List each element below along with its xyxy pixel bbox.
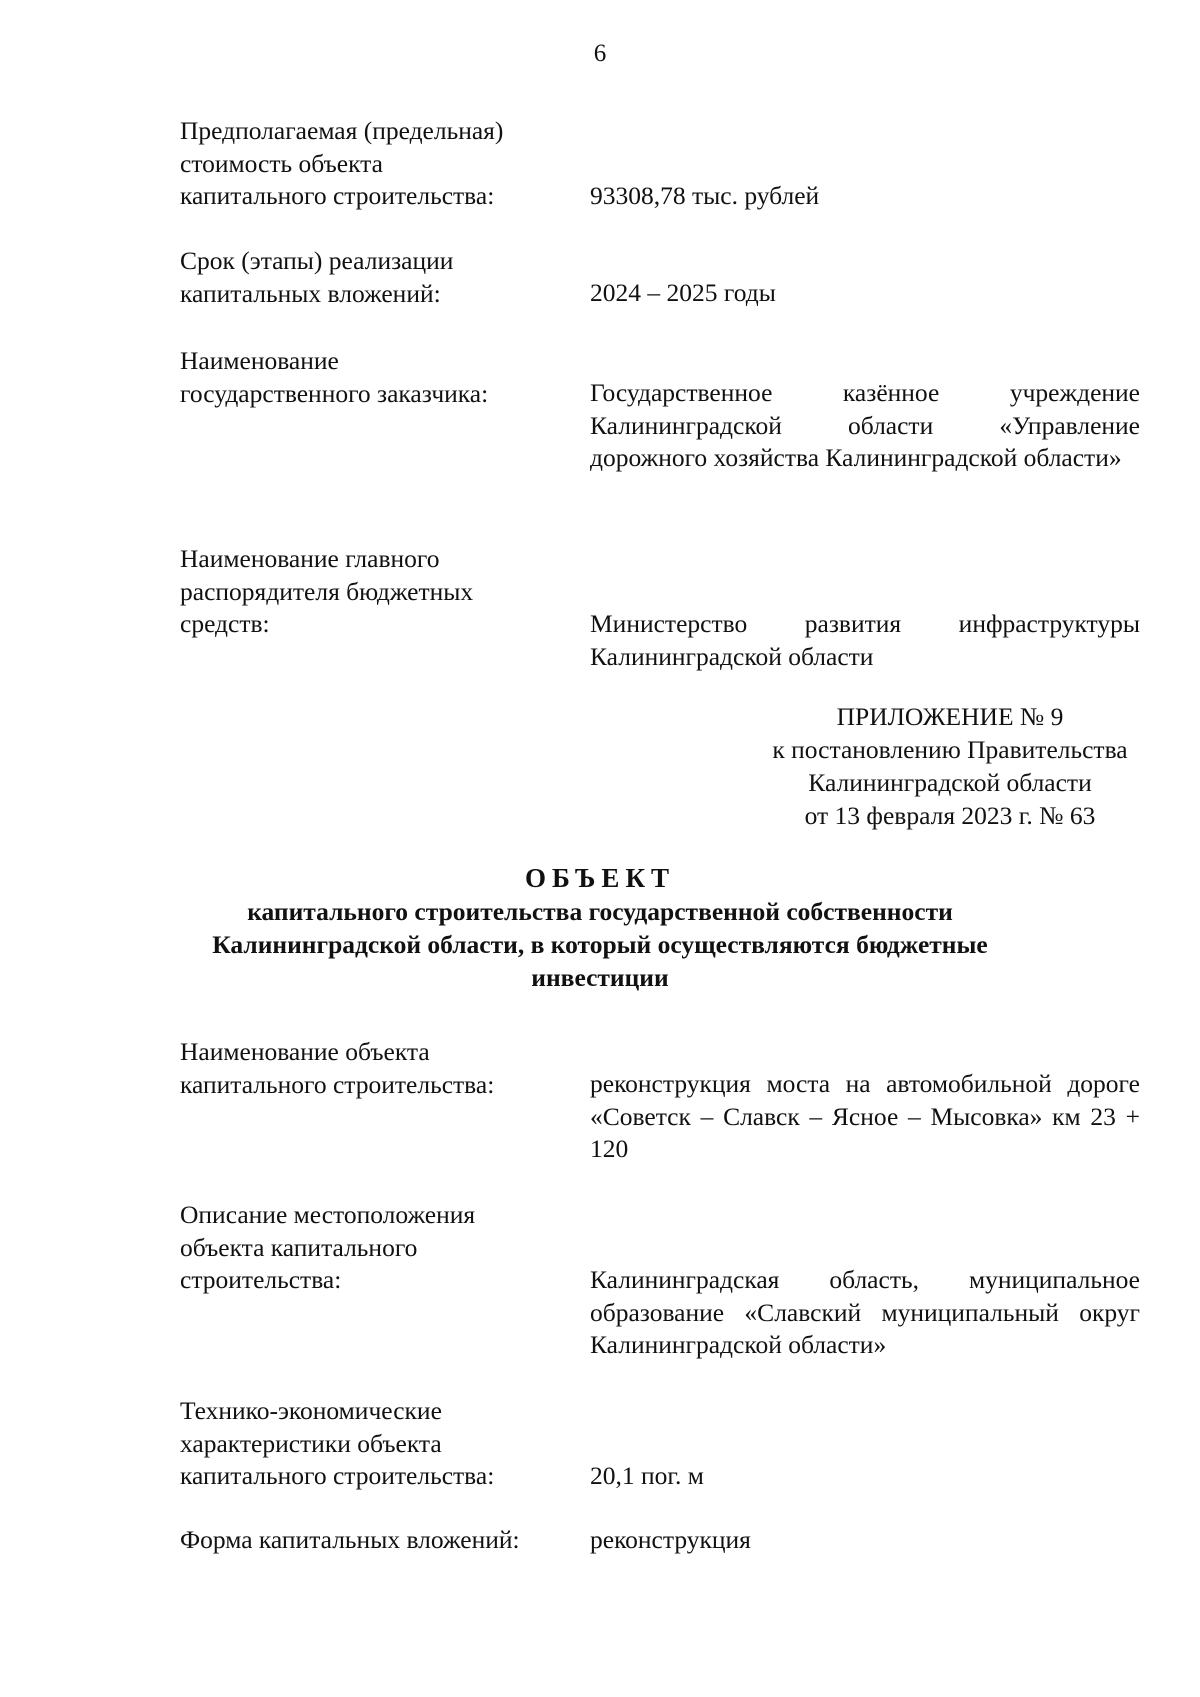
label-line: Форма капитальных вложений: (180, 1525, 520, 1554)
appendix-title: ПРИЛОЖЕНИЕ № 9 (836, 702, 1064, 731)
label-line: Предполагаемая (предельная) (180, 116, 504, 145)
label-line: государственного заказчика: (180, 378, 489, 408)
appendix-header (740, 700, 1160, 832)
appendix-line: от 13 февраля 2023 г. № 63 (804, 801, 1096, 830)
label-line: характеристики объекта (180, 1428, 442, 1458)
field-label (180, 543, 560, 641)
field-label (180, 1524, 560, 1557)
label-line: объекта капитального (180, 1232, 418, 1262)
field-value: реконструкция (590, 1525, 751, 1554)
field-label (180, 1199, 560, 1297)
label-line: капитального строительства: (180, 1069, 495, 1099)
field-value: Государственное казённое учреждение Калининградской области «Управление дорожного хозяйства Калининградской области» (590, 378, 1140, 472)
label-line: Срок (этапы) реализации (180, 246, 454, 275)
field-value: реконструкция моста на автомобильной дороге «Советск – Славск – Ясное – Мысовка» км 23 + 120 (590, 1069, 1140, 1163)
field-label (180, 245, 560, 310)
field-value: 93308,78 тыс. рублей (590, 181, 820, 210)
field-value: Министерство развития инфраструктуры Калининградской области (590, 609, 1140, 671)
label-line: Наименование (180, 346, 339, 375)
field-label (180, 1036, 560, 1101)
label-line: Описание местоположения (180, 1200, 476, 1229)
label-line: стоимость объекта (180, 148, 383, 178)
label-line: капитального строительства: (180, 1461, 495, 1490)
field-label (180, 345, 560, 410)
field-value: 2024 – 2025 годы (590, 278, 776, 307)
field-label (180, 115, 560, 213)
label-line: капитального строительства: (180, 181, 495, 210)
label-line: Наименование объекта (180, 1037, 430, 1066)
label-line: средств: (180, 609, 270, 638)
field-label (180, 1395, 560, 1493)
label-line: Технико-экономические (180, 1396, 442, 1425)
object-title (0, 862, 1200, 994)
object-subtitle: капитального строительства государственной собственности Калининградской области, в который осуществляются бюджетные инвестиции (212, 897, 988, 992)
appendix-line: к постановлению Правительства (772, 735, 1128, 764)
label-line: капитальных вложений: (180, 278, 441, 308)
object-heading: ОБЪЕКТ (524, 863, 676, 893)
label-line: Наименование главного (180, 544, 440, 573)
appendix-line: Калининградской области (808, 768, 1092, 797)
label-line: строительства: (180, 1265, 342, 1294)
label-line: распорядителя бюджетных (180, 576, 474, 606)
page-number: 6 (593, 40, 607, 67)
field-value: Калининградская область, муниципальное образование «Славский муниципальный округ Калининградской области» (590, 1265, 1140, 1359)
field-value: 20,1 пог. м (590, 1461, 704, 1490)
